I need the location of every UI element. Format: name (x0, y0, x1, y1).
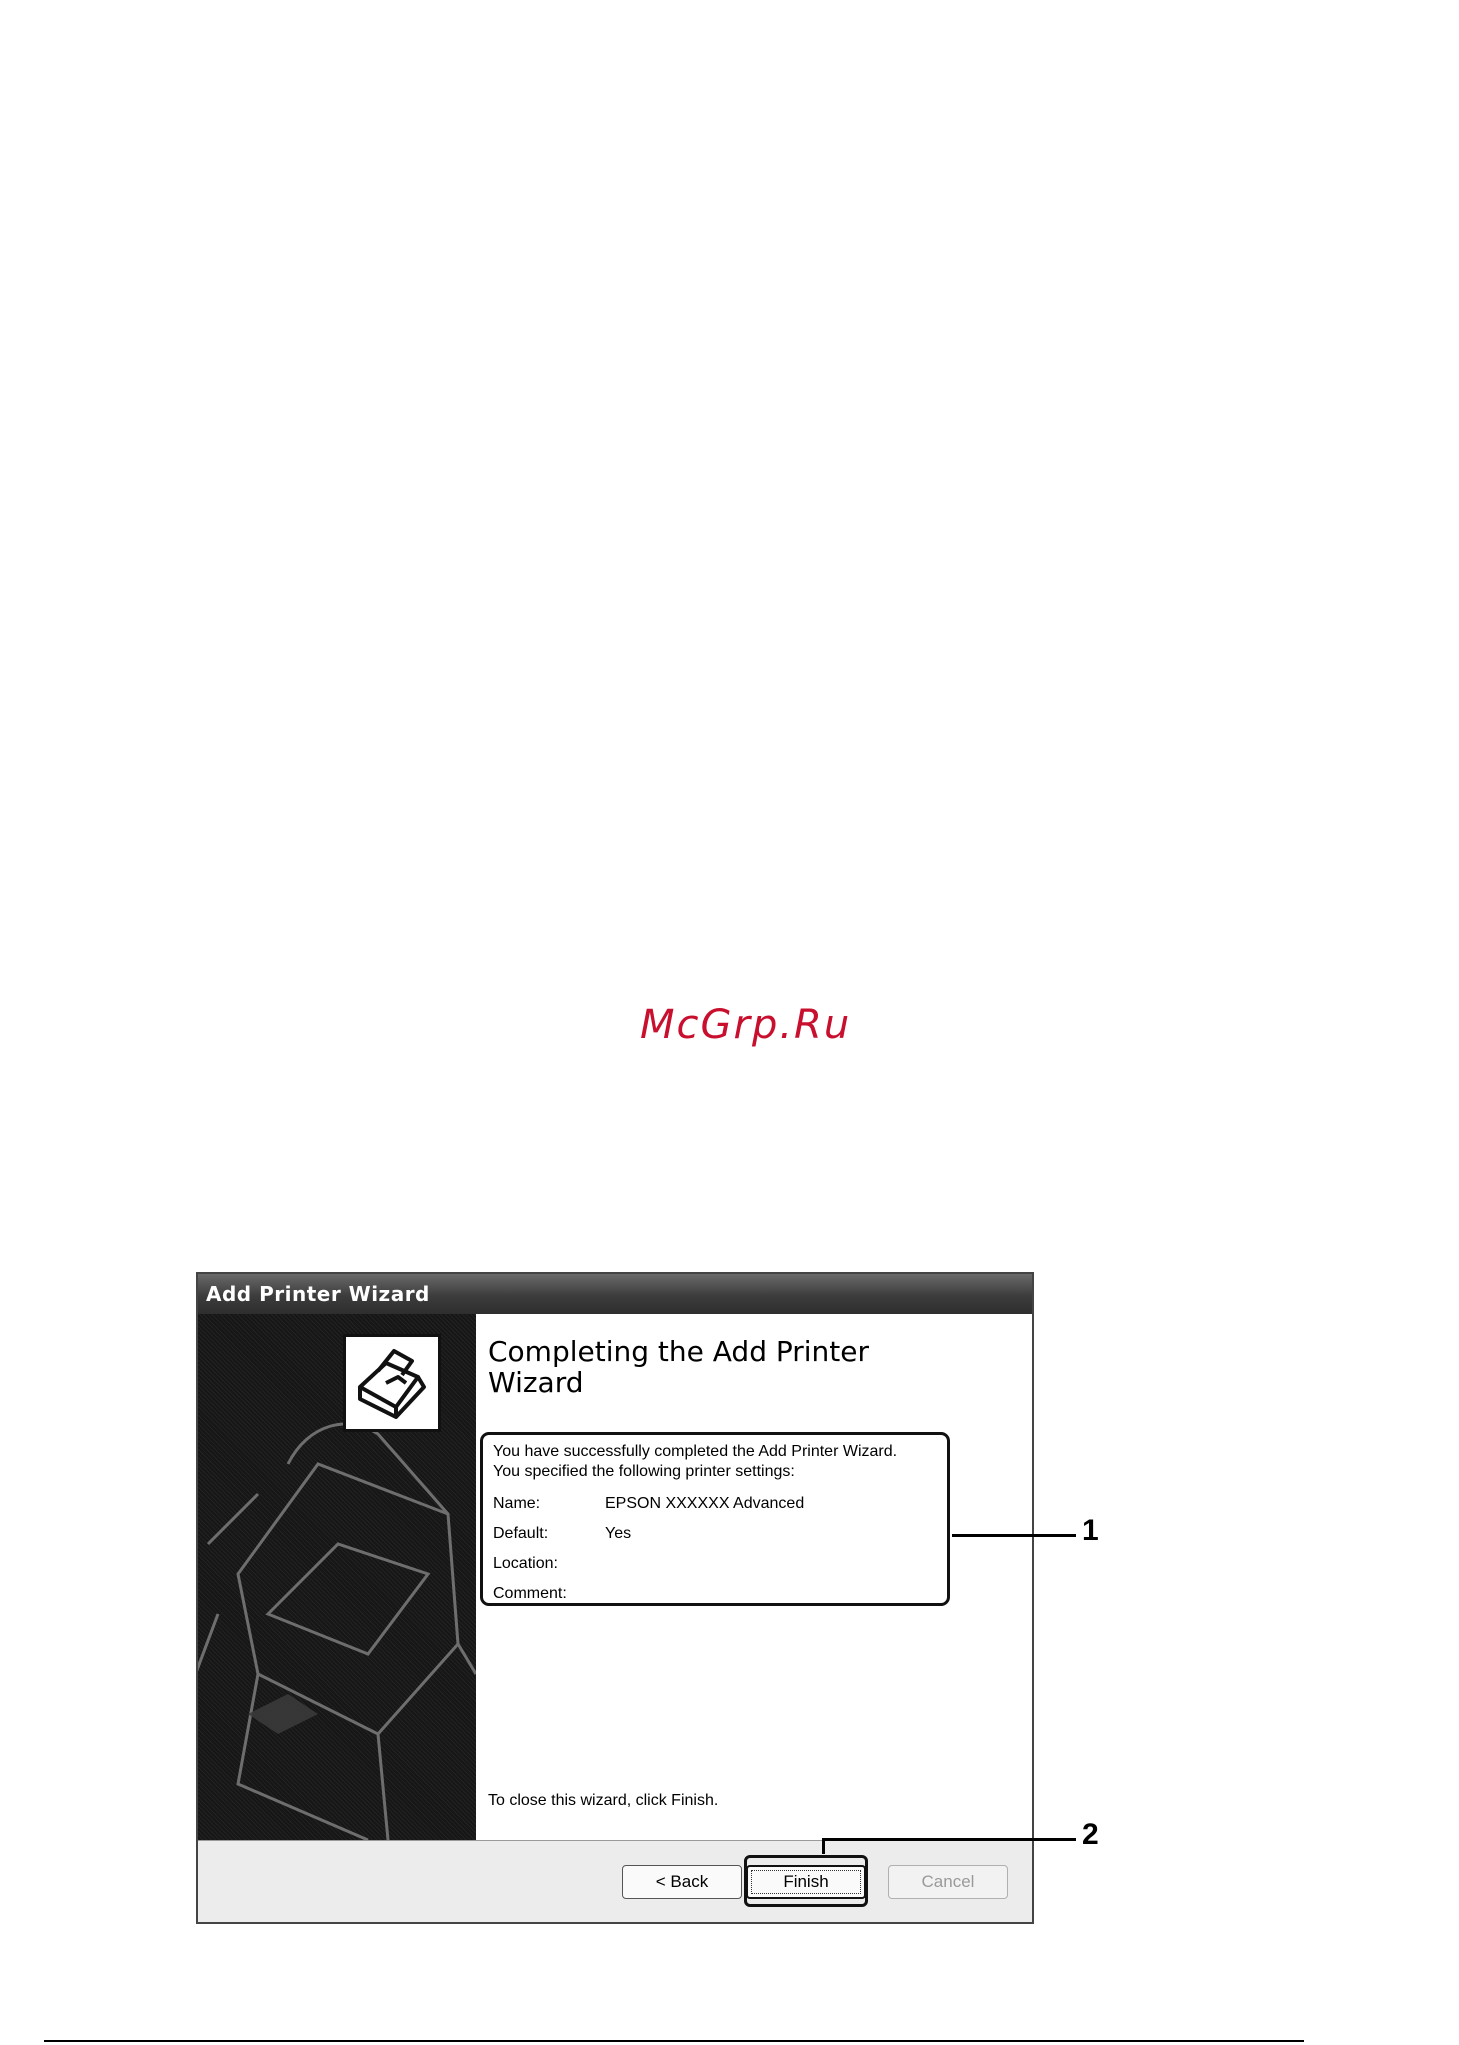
wizard-button-bar (198, 1840, 1032, 1922)
name-label: Name: (493, 1495, 541, 1512)
wizard-main-panel (476, 1314, 1032, 1840)
back-button[interactable]: < Back (622, 1865, 742, 1899)
window-title: Add Printer Wizard (206, 1282, 430, 1306)
callout-label-1: 1 (1082, 1514, 1099, 1547)
wizard-side-panel (198, 1314, 476, 1840)
summary-success-text: You have successfully completed the Add Printer Wizard. (493, 1443, 898, 1460)
location-label: Location: (493, 1555, 558, 1572)
wizard-content (198, 1314, 1032, 1840)
finish-callout-2 (744, 1855, 868, 1907)
close-hint-text: To close this wizard, click Finish. (488, 1792, 719, 1809)
default-value: Yes (605, 1525, 632, 1542)
page-title: Completing the Add Printer Wizard (488, 1335, 870, 1399)
callout-2-leader-h (822, 1838, 1076, 1841)
callout-2-leader-v (822, 1838, 825, 1854)
callout-label-2: 2 (1082, 1818, 1099, 1851)
watermark: McGrp.Ru (640, 1002, 852, 1048)
summary-settings-text: You specified the following printer settings: (493, 1463, 795, 1480)
comment-label: Comment: (493, 1585, 567, 1602)
page-bottom-rule (44, 2040, 1304, 2042)
window-titlebar[interactable] (198, 1274, 1032, 1314)
name-value: EPSON XXXXXX Advanced (605, 1495, 805, 1512)
printer-wizard-icon (343, 1334, 441, 1432)
cancel-button[interactable]: Cancel (888, 1865, 1008, 1899)
finish-button-label: Finish (783, 1872, 829, 1891)
default-label: Default: (493, 1525, 549, 1542)
settings-summary-callout-1 (480, 1432, 950, 1606)
add-printer-wizard-window (196, 1272, 1034, 1924)
callout-1-leader (952, 1534, 1076, 1537)
